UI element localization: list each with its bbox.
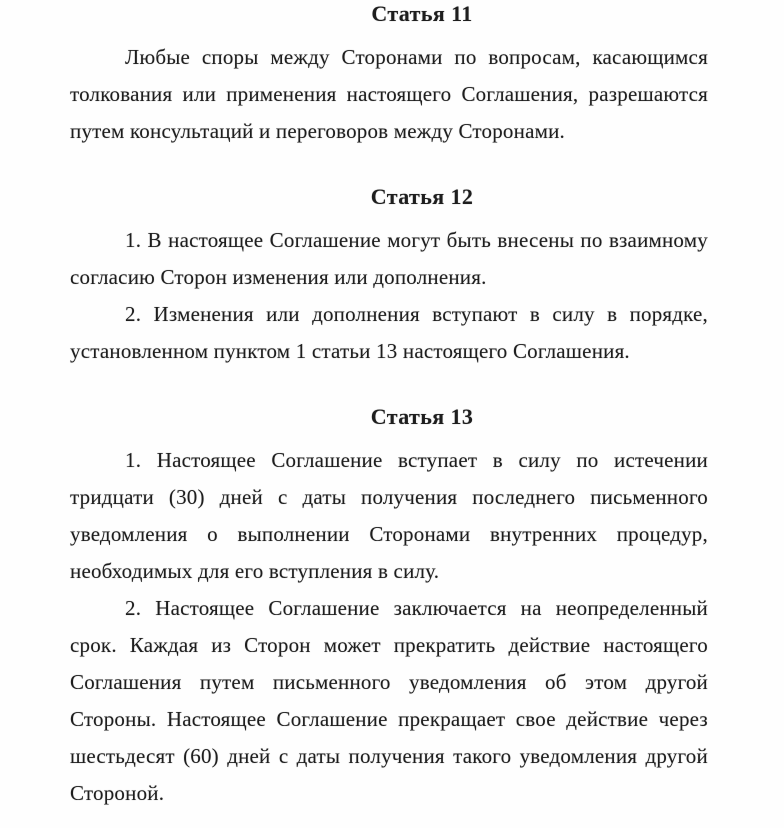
word: применения	[226, 82, 337, 106]
word: об	[545, 670, 567, 694]
text-line	[70, 296, 708, 333]
word: уведомления	[70, 522, 188, 546]
word: уведомления	[409, 670, 527, 694]
word: споры	[201, 45, 259, 69]
word: (60)	[183, 744, 219, 768]
word: по	[576, 448, 599, 472]
word: Соглашение	[269, 228, 381, 252]
word: силу	[552, 302, 595, 326]
word: в	[529, 302, 541, 326]
word: Соглашения	[70, 670, 182, 694]
word: неопределенный	[555, 596, 708, 620]
word: вступают	[432, 302, 518, 326]
word: силу	[518, 448, 561, 472]
word: толкования	[70, 82, 173, 106]
word: Соглашение	[271, 448, 383, 472]
word: прекращает	[398, 707, 506, 731]
text-line	[70, 701, 708, 738]
word: письменного	[590, 485, 708, 509]
word: Сторонами	[369, 522, 471, 546]
word: Соглашение	[276, 707, 388, 731]
word: Соглашения,	[461, 82, 579, 106]
text-line	[70, 442, 708, 479]
word: 2.	[125, 596, 142, 620]
word: действие	[566, 707, 649, 731]
text-line: необходимых для его вступления в силу.	[70, 559, 440, 583]
word: с	[277, 485, 288, 509]
word: в	[607, 302, 618, 326]
word: вступает	[398, 448, 478, 472]
word: касающимся	[592, 45, 708, 69]
word: Сторонами	[341, 45, 443, 69]
word: уведомления	[519, 744, 638, 768]
article-paragraph	[70, 222, 708, 296]
word: внесены	[497, 228, 575, 252]
text-line	[70, 664, 708, 701]
word: Любые	[125, 45, 191, 69]
word: заключается	[393, 596, 507, 620]
text-line: согласию Сторон изменения или дополнения.	[70, 265, 487, 289]
word: быть	[446, 228, 492, 252]
word: на	[520, 596, 542, 620]
word: свое	[515, 707, 556, 731]
article-heading: Статья 12	[370, 184, 474, 209]
word: взаимному	[608, 228, 708, 252]
word: процедур,	[616, 522, 708, 546]
word: срок.	[70, 633, 117, 657]
word: путем	[199, 670, 255, 694]
article-paragraph	[70, 590, 708, 812]
text-line	[70, 590, 708, 627]
text-line	[70, 76, 708, 113]
word: выполнении	[237, 522, 350, 546]
word: порядке,	[629, 302, 708, 326]
article-heading: Статья 11	[371, 1, 473, 26]
word: 1.	[125, 448, 142, 472]
text-line	[70, 516, 708, 553]
word: о	[207, 522, 218, 546]
word: могут	[387, 228, 441, 252]
word: другой	[645, 670, 708, 694]
word: этом	[585, 670, 628, 694]
word: 2.	[125, 302, 142, 326]
article	[70, 1, 708, 150]
word: В	[147, 228, 162, 252]
word: письменного	[272, 670, 391, 694]
word: тридцати	[70, 485, 154, 509]
word: разрешаются	[588, 82, 708, 106]
word: такого	[453, 744, 512, 768]
word: даты	[302, 485, 347, 509]
word: вопросам,	[488, 45, 581, 69]
word: (30)	[168, 485, 205, 509]
word: из	[211, 633, 232, 657]
text-line	[70, 39, 708, 76]
article	[70, 184, 708, 370]
word: Сторон	[244, 633, 311, 657]
word: по	[580, 228, 603, 252]
word: Стороны.	[70, 707, 157, 731]
word: через	[658, 707, 708, 731]
word: дней	[219, 485, 263, 509]
word: получения	[361, 485, 458, 509]
word: последнего	[472, 485, 576, 509]
word: 1.	[125, 228, 142, 252]
word: Настоящее	[156, 448, 256, 472]
word: с	[278, 744, 289, 768]
word: внутренних	[489, 522, 598, 546]
word: между	[270, 45, 330, 69]
word: прекратить	[393, 633, 496, 657]
word: настоящего	[346, 82, 452, 106]
article	[70, 404, 708, 812]
article-heading: Статья 13	[370, 404, 474, 429]
word: или	[266, 302, 300, 326]
word: получения	[348, 744, 445, 768]
text-line	[70, 627, 708, 664]
text-line: Стороной.	[70, 781, 165, 805]
word: дополнения	[312, 302, 420, 326]
text-line	[70, 479, 708, 516]
text-line: установленном пунктом 1 статьи 13 настоящего Соглашения.	[70, 339, 630, 363]
word: в	[492, 448, 503, 472]
text-line: путем консультаций и переговоров между Сторонами.	[70, 119, 565, 143]
word: может	[323, 633, 381, 657]
word: действие	[508, 633, 591, 657]
text-line	[70, 222, 708, 259]
word: дней	[227, 744, 271, 768]
word: Настоящее	[166, 707, 266, 731]
word: или	[182, 82, 217, 106]
word: Соглашение	[268, 596, 380, 620]
word: другой	[645, 744, 708, 768]
text-line	[70, 738, 708, 775]
word: даты	[296, 744, 341, 768]
article-paragraph	[70, 296, 708, 370]
word: настоящее	[168, 228, 264, 252]
word: Настоящее	[155, 596, 255, 620]
article-paragraph	[70, 39, 708, 150]
word: Каждая	[129, 633, 199, 657]
word: по	[454, 45, 477, 69]
word: Изменения	[153, 302, 254, 326]
word: настоящего	[603, 633, 708, 657]
word: истечении	[614, 448, 708, 472]
article-paragraph	[70, 442, 708, 590]
word: шестьдесят	[70, 744, 175, 768]
